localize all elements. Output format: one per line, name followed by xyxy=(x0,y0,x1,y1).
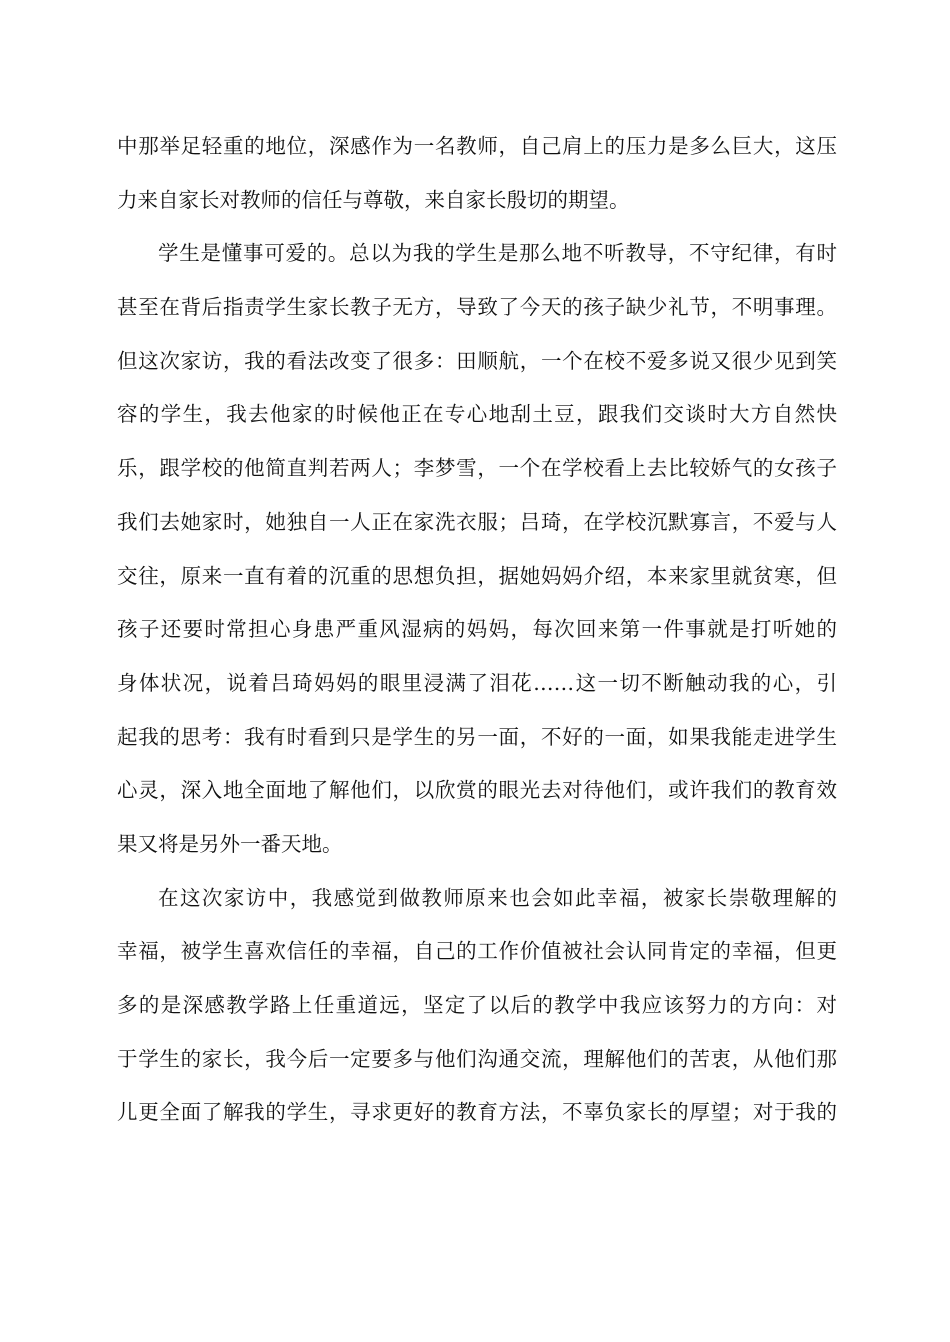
text-line: 儿更全面了解我的学生，寻求更好的教育方法，不辜负家长的厚望；对于我的 xyxy=(117,1100,837,1125)
document-body xyxy=(117,120,837,1140)
text-line: 我们去她家时，她独自一人正在家洗衣服；吕琦，在学校沉默寡言，不爱与人 xyxy=(117,509,837,534)
text-line: 力来自家长对教师的信任与尊敬，来自家长殷切的期望。 xyxy=(117,187,630,212)
text-line: 起我的思考：我有时看到只是学生的另一面，不好的一面，如果我能走进学生 xyxy=(117,724,837,749)
text-line: 孩子还要时常担心身患严重风湿病的妈妈，每次回来第一件事就是打听她的 xyxy=(117,617,837,642)
text-line: 中那举足轻重的地位，深感作为一名教师，自己肩上的压力是多么巨大，这压 xyxy=(117,134,837,158)
paragraph-first-line: 在这次家访中，我感觉到做教师原来也会如此幸福，被家长崇敬理解的 xyxy=(158,885,837,910)
paragraph-first-line: 学生是懂事可爱的。总以为我的学生是那么地不听教导，不守纪律，有时 xyxy=(158,241,837,266)
text-line: 容的学生，我去他家的时候他正在专心地刮土豆，跟我们交谈时大方自然快 xyxy=(117,402,837,427)
text-line: 多的是深感教学路上任重道远，坚定了以后的教学中我应该努力的方向：对 xyxy=(117,993,837,1017)
text-line: 心灵，深入地全面地了解他们，以欣赏的眼光去对待他们，或许我们的教育效 xyxy=(117,778,837,803)
text-line: 甚至在背后指责学生家长教子无方，导致了今天的孩子缺少礼节，不明事理。 xyxy=(117,295,837,320)
text-line: 但这次家访，我的看法改变了很多：田顺航，一个在校不爱多说又很少见到笑 xyxy=(117,348,837,373)
text-line: 于学生的家长，我今后一定要多与他们沟通交流，理解他们的苦衷，从他们那 xyxy=(117,1046,837,1071)
text-line: 交往，原来一直有着的沉重的思想负担，据她妈妈介绍，本来家里就贫寒，但 xyxy=(117,563,837,588)
text-line: 幸福，被学生喜欢信任的幸福，自己的工作价值被社会认同肯定的幸福，但更 xyxy=(117,939,837,964)
text-line: 果又将是另外一番天地。 xyxy=(117,831,343,856)
text-line: 身体状况，说着吕琦妈妈的眼里浸满了泪花……这一切不断触动我的心，引 xyxy=(117,670,837,695)
text-line: 乐，跟学校的他简直判若两人；李梦雪，一个在学校看上去比较娇气的女孩子 xyxy=(117,456,837,481)
